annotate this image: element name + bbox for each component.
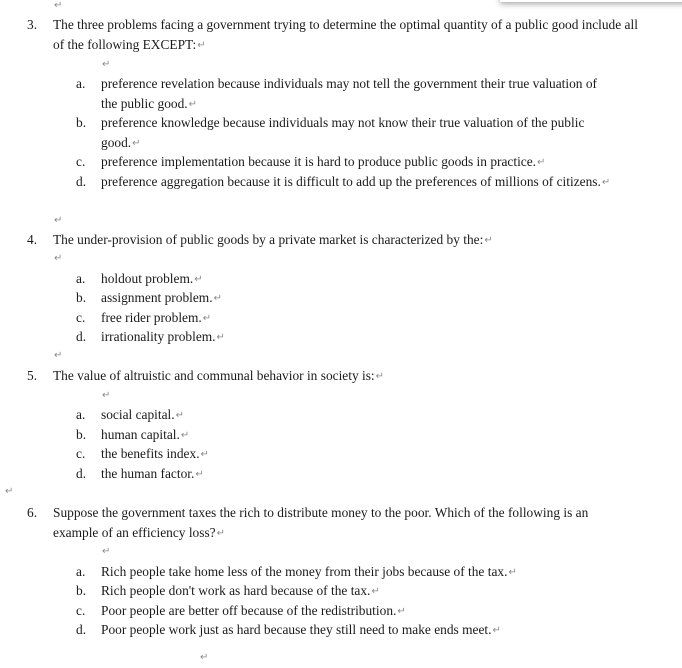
question-number: 3. bbox=[27, 17, 38, 32]
option-letter: d. bbox=[76, 174, 87, 189]
paragraph-mark: ↵ bbox=[54, 253, 63, 264]
paragraph-mark: ↵ bbox=[54, 0, 63, 11]
option-letter: a. bbox=[76, 76, 86, 91]
option-letter: b. bbox=[76, 583, 87, 598]
option-letter: b. bbox=[76, 115, 87, 130]
option-letter: d. bbox=[76, 622, 87, 637]
question-number: 6. bbox=[27, 505, 38, 520]
option-letter: b. bbox=[76, 290, 87, 305]
option-text: holdout problem.↵ bbox=[101, 271, 203, 286]
option-text: irrationality problem.↵ bbox=[101, 329, 225, 344]
option-text: Poor people are better off because of the redistribution.↵ bbox=[101, 603, 406, 618]
option-text: preference knowledge because individuals may not know their true valuation of the public good.↵ bbox=[101, 115, 585, 150]
option-text: free rider problem.↵ bbox=[101, 310, 212, 325]
option-letter: d. bbox=[76, 466, 87, 481]
option-text: the benefits index.↵ bbox=[101, 446, 209, 461]
option-text: preference implementation because it is hard to produce public goods in practice.↵ bbox=[101, 154, 546, 169]
option-letter: a. bbox=[76, 407, 86, 422]
question-text: The three problems facing a government trying to determine the optimal quantity of a public good include all of the following EXCEPT:↵ bbox=[53, 17, 638, 52]
option-letter: c. bbox=[76, 603, 86, 618]
page-edge-shadow bbox=[500, 0, 682, 2]
option-letter: c. bbox=[76, 446, 86, 461]
paragraph-mark: ↵ bbox=[54, 350, 63, 361]
option-letter: c. bbox=[76, 310, 86, 325]
option-letter: a. bbox=[76, 271, 86, 286]
option-text: Rich people take home less of the money from their jobs because of the tax.↵ bbox=[101, 564, 517, 579]
paragraph-mark: ↵ bbox=[102, 59, 111, 70]
question-number: 5. bbox=[27, 368, 38, 383]
paragraph-mark: ↵ bbox=[5, 486, 14, 497]
question-number: 4. bbox=[27, 232, 38, 247]
paragraph-mark: ↵ bbox=[200, 652, 209, 663]
option-text: preference aggregation because it is difficult to add up the preferences of millions of citizens.↵ bbox=[101, 174, 611, 189]
question-text: The under-provision of public goods by a private market is characterized by the:↵ bbox=[53, 232, 493, 247]
question-text: Suppose the government taxes the rich to distribute money to the poor. Which of the following is an example of an efficiency loss?↵ bbox=[53, 505, 589, 540]
paragraph-mark: ↵ bbox=[102, 546, 111, 557]
option-text: Poor people work just as hard because they still need to make ends meet.↵ bbox=[101, 622, 501, 637]
option-letter: b. bbox=[76, 427, 87, 442]
option-text: assignment problem.↵ bbox=[101, 290, 222, 305]
question-text: The value of altruistic and communal behavior in society is:↵ bbox=[53, 368, 385, 383]
option-letter: d. bbox=[76, 329, 87, 344]
option-text: Rich people don't work as hard because of the tax.↵ bbox=[101, 583, 380, 598]
option-text: the human factor.↵ bbox=[101, 466, 204, 481]
option-letter: c. bbox=[76, 154, 86, 169]
paragraph-mark: ↵ bbox=[102, 390, 111, 401]
paragraph-mark: ↵ bbox=[54, 215, 63, 226]
option-letter: a. bbox=[76, 564, 86, 579]
option-text: human capital.↵ bbox=[101, 427, 190, 442]
option-text: preference revelation because individuals may not tell the government their true valuation of the public good.↵ bbox=[101, 76, 598, 111]
option-text: social capital.↵ bbox=[101, 407, 185, 422]
